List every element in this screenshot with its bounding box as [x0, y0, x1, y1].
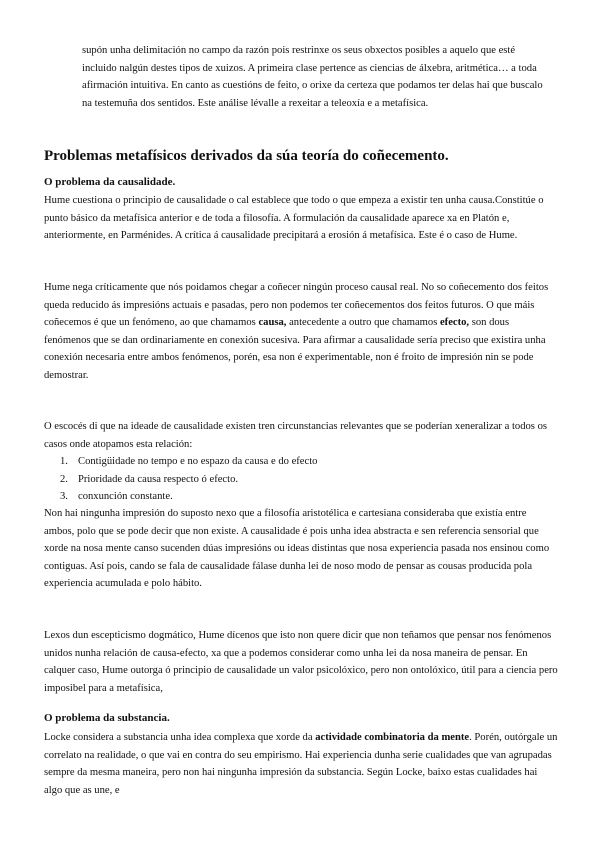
substance-paragraph-part-a: Locke considera a substancia unha idea complexa que xorde da: [44, 732, 316, 743]
causality-paragraph-3: O escocés di que na ideade de causalidade existen tren circunstancias relevantes que se poderían xeneralizar a todos os casos onde atopamos esta relación:: [44, 421, 547, 450]
efecto-term: efecto,: [439, 317, 470, 328]
list-item: [60, 453, 317, 471]
circumstances-list: [60, 453, 317, 506]
list-number: 2.: [60, 473, 68, 485]
causality-paragraph-1: Hume cuestiona o principio de causalidade o cal establece que todo o que empeza a existir ten unha causa.Constitúe o punto básico da metafísica anterior e de toda a filosofía. A formulación da causalidade aparece xa en Platón e, anteriormente, en Parménides. A crítica á causalidade precipitará a erosión á metafísica. Este é o caso de Hume.: [44, 195, 544, 241]
actividade-combinatoria-term: actividade combinatoria da mente: [315, 732, 470, 743]
list-number: 3.: [60, 491, 68, 502]
list-text: conxunción constante.: [78, 491, 173, 502]
substance-paragraph-1: [44, 729, 558, 799]
causality-paragraph-2: [44, 279, 558, 384]
list-text: Contigüidade no tempo e no espazo da causa e do efecto: [78, 456, 318, 467]
causality-paragraph-2-part-a: Hume nega críticamente que nós poidamos chegar a coñecer ningún proceso causal real. No so coñecemento dos feitos queda reducido ás impresións actuais e pasadas, pero non podemos ter coñecementos dos feitos futuros. O que máis coñecemos é que un fenómeno, ao que chamamos: [44, 282, 549, 328]
causality-paragraph-2-part-b: antecedente a outro que chamamos: [286, 317, 440, 328]
substance-paragraph-part-b: . Porén, outórgale un correlato na realidade, o que vai en contra do seu empirismo. Hai experiencia dunha serie cualidades que van agrupadas sempre da mesma maneira, pero non hai ningunha impresión da substancia. Según Locke, baixo estas cualidades hai algo que as une, e: [44, 732, 558, 796]
substance-title: O problema da substancia.: [44, 712, 170, 724]
section-title: Problemas metafísicos derivados da súa teoría do coñecemento.: [44, 148, 449, 164]
list-text: Prioridade da causa respecto ó efecto.: [78, 473, 239, 485]
causa-term: causa,: [258, 317, 287, 328]
list-number: 1.: [60, 456, 68, 467]
list-item: [60, 488, 317, 506]
causality-paragraph-4: Non hai ningunha impresión do suposto nexo que a filosofía aristotélica e cartesiana consideraba que existía entre ambos, polo que se pode decir que non existe. A causalidade é pois unha idea abstracta e sen referencia sensorial que xorde na nosa mente canso sucenden dúas impresións ou ideas distintas que nosa experiencia pasada nos ensinou como contiguas. Así pois, cando se fala de causalidade fálase dunha lei de noso modo de pensar as cousas producida pola experiencia acumulada e polo hábito.: [44, 508, 550, 589]
causality-paragraph-2-part-c: son dous fenómenos que se dan ordinariamente en conexión sucesiva. Para afirmar a causalidade sería preciso que existira unha conexión necesaria entre ambos fenómenos, porén, esa non é experimentable, non é froito de impresión nin se pode demostrar.: [44, 317, 546, 381]
causality-paragraph-5: Lexos dun escepticismo dogmático, Hume dícenos que isto non quere dicir que non teñamos que pensar nos fenómenos unidos nunha relación de causa-efecto, xa que a podemos considerar como unha lei da nosa maneira de pensar. En calquer caso, Hume outorga ó principio de causalidade un valor psicolóxico, pero non ontolóxico, útil para a ciencia pero imposibel para a metafísica,: [44, 630, 558, 694]
list-item: [60, 471, 317, 489]
intro-paragraph: supón unha delimitación no campo da razón pois restrinxe os seus obxectos posibles a aquelo que esté incluido nalgún destes tipos de xuizos. A primeira clase pertence as ciencias de álxebra, aritmética… a toda afirmación intuitiva. En canto as cuestións de feito, o orixe da certeza que podamos ter delas hai que buscalo na testemuña dos sentidos. Este análise lévalle a rexeitar a teleoxía e a metafísica.: [82, 45, 543, 109]
causality-title: O problema da causalidade.: [44, 176, 176, 188]
